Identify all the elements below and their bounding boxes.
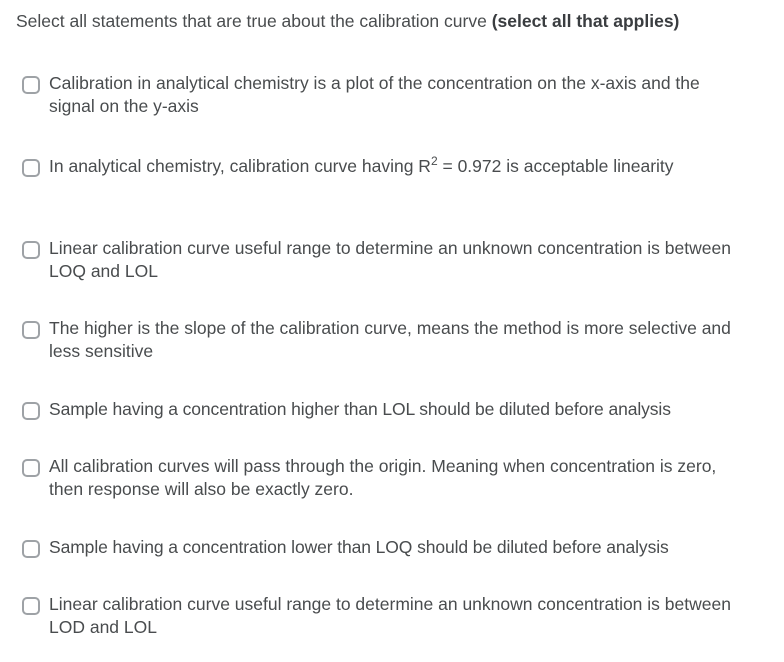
option-3-checkbox[interactable]: [22, 241, 40, 259]
option-2-label: [49, 155, 749, 178]
option-2-label-start: In analytical chemistry, calibration curve having R: [49, 156, 431, 176]
option-3-label: Linear calibration curve useful range to determine an unknown concentration is between LOQ and LOL: [49, 238, 731, 281]
option-7-label: Sample having a concentration lower than LOQ should be diluted before analysis: [49, 537, 669, 557]
option-7[interactable]: [22, 536, 749, 559]
option-1[interactable]: [22, 72, 749, 118]
option-2[interactable]: [22, 155, 749, 178]
option-5-checkbox[interactable]: [22, 402, 40, 420]
option-8-checkbox[interactable]: [22, 597, 40, 615]
option-4[interactable]: [22, 317, 749, 363]
question-text: Select all statements that are true about the calibration curve: [16, 11, 492, 31]
option-1-label: Calibration in analytical chemistry is a plot of the concentration on the x-axis and the signal on the y-axis: [49, 73, 700, 116]
option-1-checkbox[interactable]: [22, 76, 40, 94]
option-7-checkbox[interactable]: [22, 540, 40, 558]
option-8[interactable]: [22, 593, 749, 639]
option-2-superscript: 2: [430, 154, 438, 169]
option-8-label: Linear calibration curve useful range to determine an unknown concentration is between LOD and LOL: [49, 594, 731, 637]
option-3[interactable]: [22, 237, 749, 283]
option-4-checkbox[interactable]: [22, 321, 40, 339]
question-prompt: [16, 9, 679, 33]
option-6[interactable]: [22, 455, 739, 501]
option-6-label: All calibration curves will pass through the origin. Meaning when concentration is zero, then response will also be exactly zero.: [49, 456, 717, 499]
option-4-label: The higher is the slope of the calibration curve, means the method is more selective and less sensitive: [49, 318, 731, 361]
option-6-checkbox[interactable]: [22, 459, 40, 477]
question-emphasis: (select all that applies): [491, 11, 680, 31]
option-2-label-end: = 0.972 is acceptable linearity: [437, 156, 674, 176]
option-5[interactable]: [22, 398, 749, 421]
option-2-checkbox[interactable]: [22, 159, 40, 177]
option-5-label: Sample having a concentration higher than LOL should be diluted before analysis: [49, 399, 671, 419]
